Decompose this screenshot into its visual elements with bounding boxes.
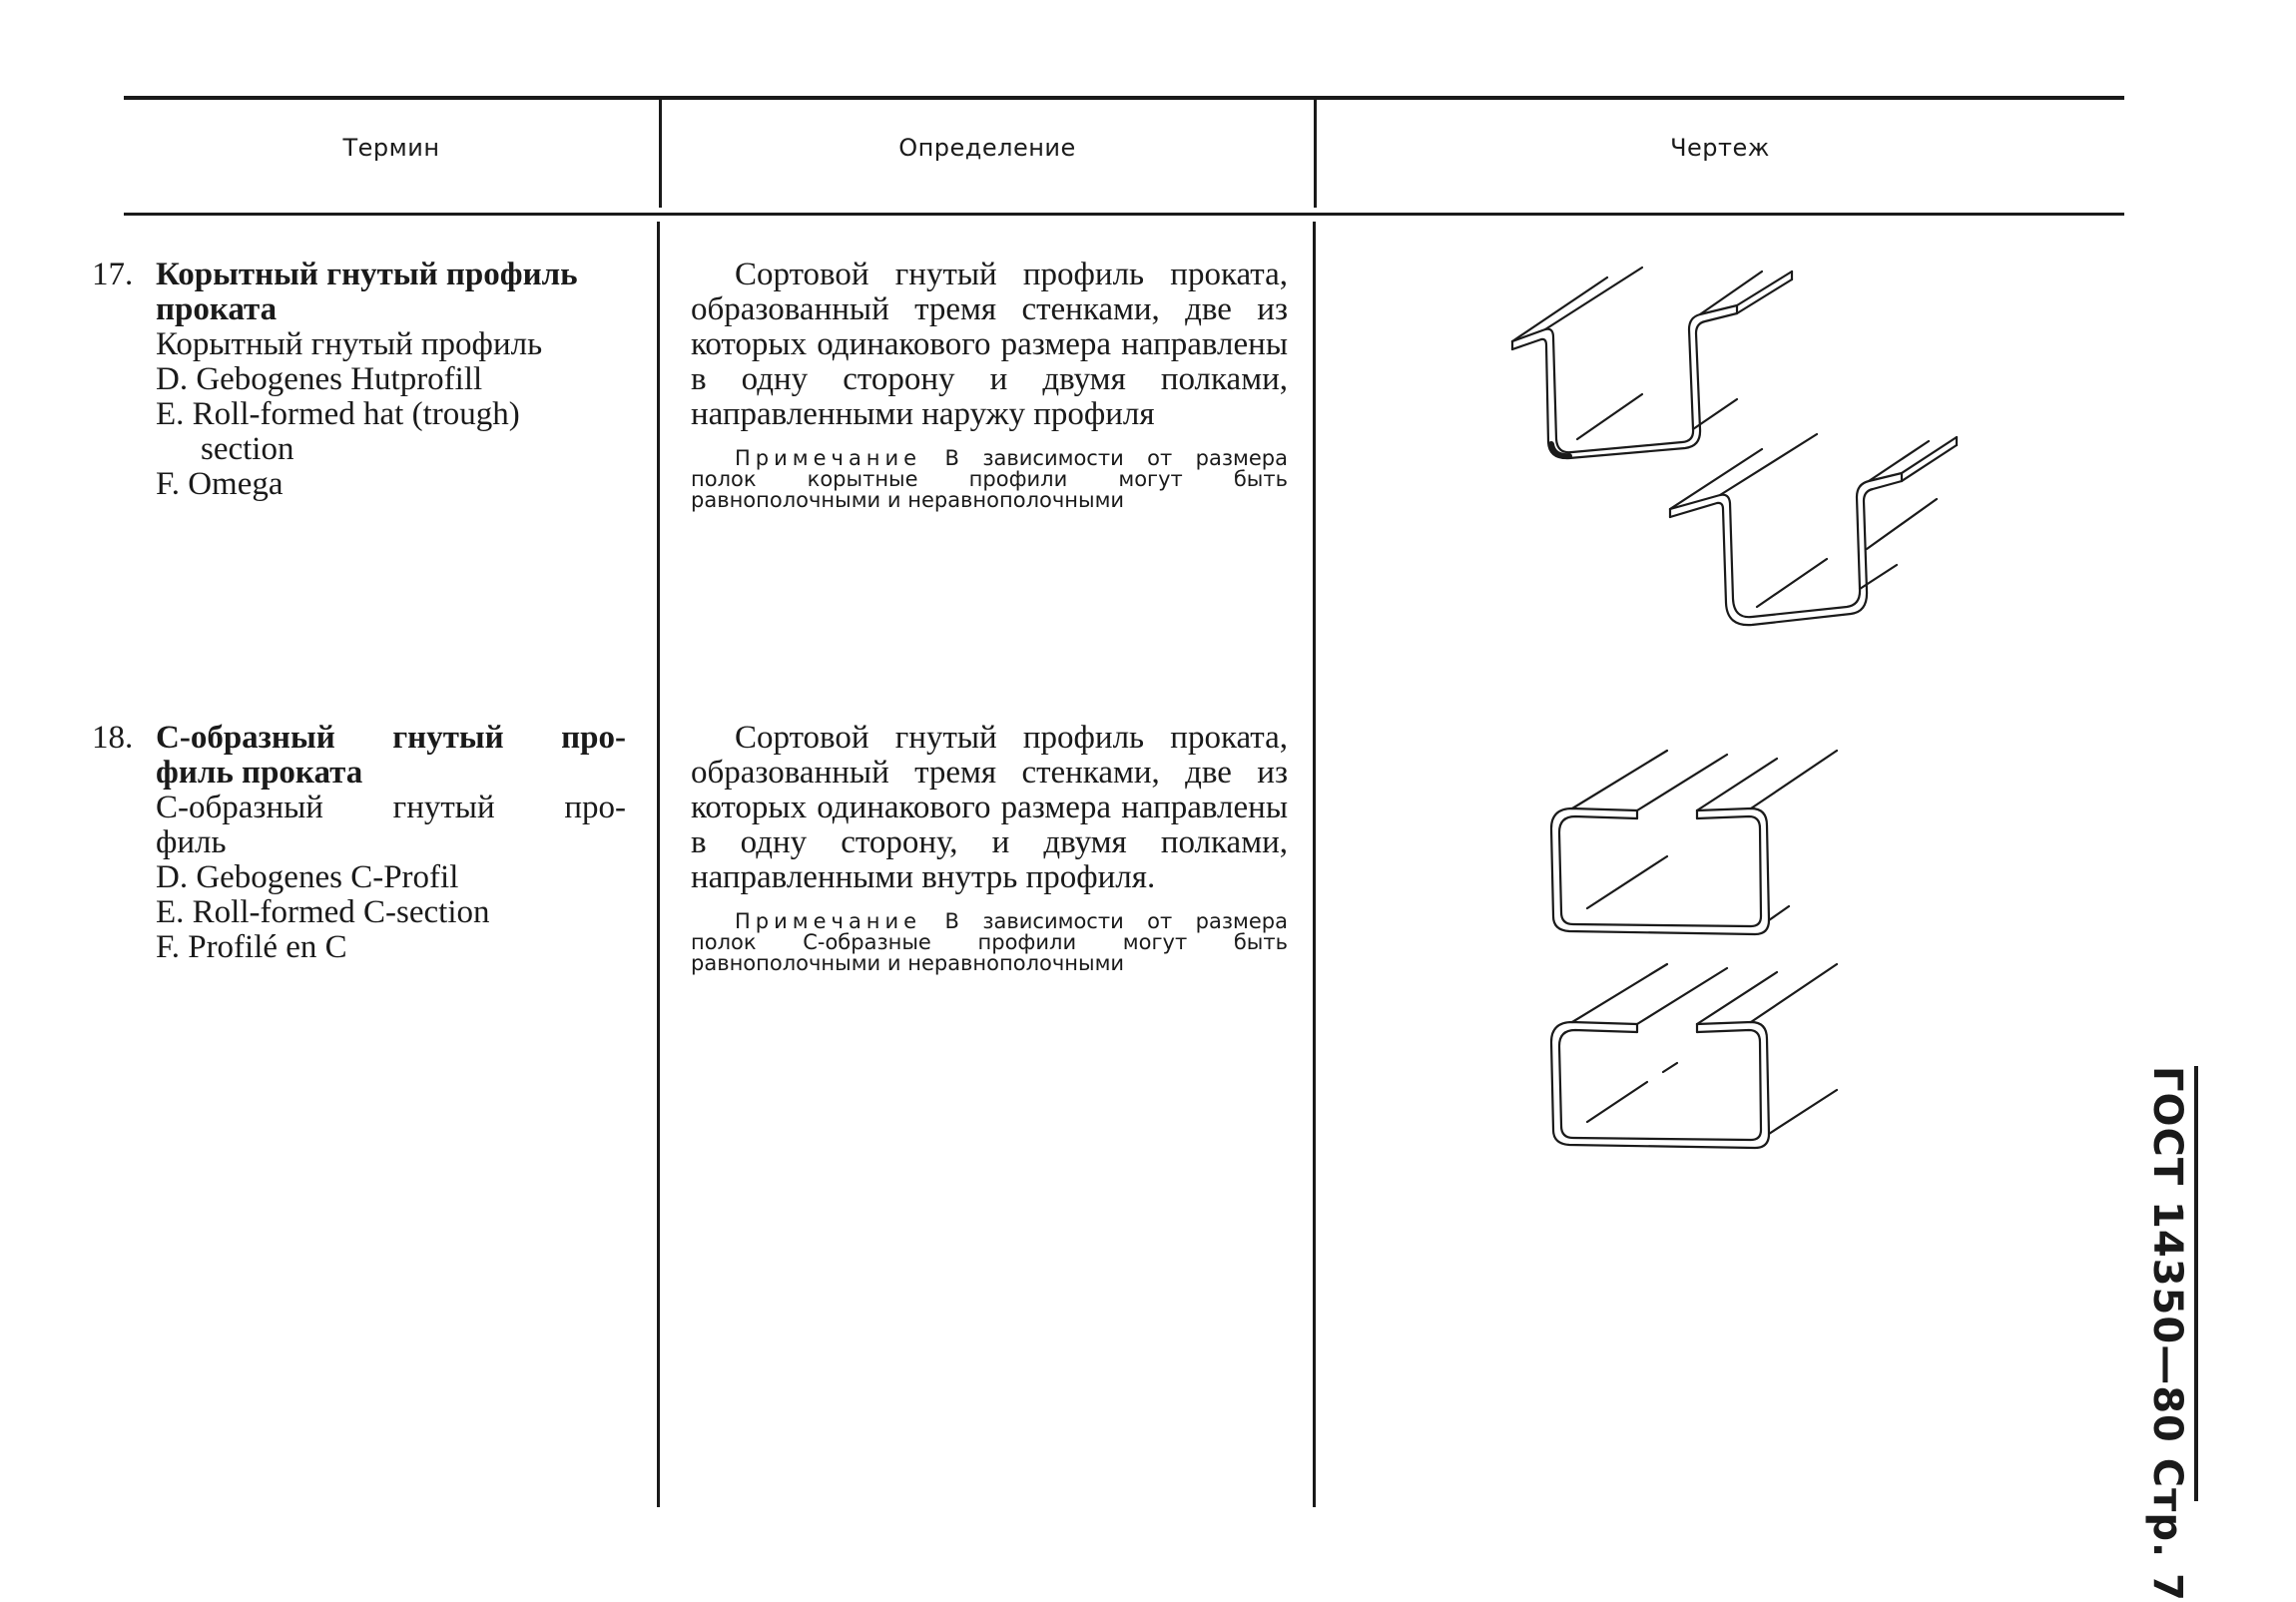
term-title-line-2: филь проката [156,755,363,791]
definition-note [691,448,1288,511]
term-short-form-cont: филь [156,824,227,860]
term-title-line-1: С-образный гнутый про- [156,720,626,756]
term-short-form: Корытный гнутый профиль [156,326,543,362]
column-header-term: Термин [342,134,440,162]
term-english-cont: section [201,431,294,467]
definition-17 [691,258,1288,511]
standard-page-label: ГОСТ 14350—80 Стр. 7 [2144,1066,2190,1602]
column-divider-1 [657,222,660,1507]
term-number: 17. [92,257,134,292]
note-label: Примечание [735,446,922,470]
term-english: E. Roll-formed C-section [156,894,490,930]
running-head-rule [2194,1066,2198,1501]
column-divider-2 [1313,222,1316,1507]
term-18 [92,721,626,965]
term-french: F. Omega [156,466,284,502]
term-german: D. Gebogenes Hutprofill [156,361,483,397]
note-text: В зависимости от размера полок корытные профили могут быть равнополочными и неравнополочными [691,446,1288,512]
term-german: D. Gebogenes C-Profil [156,859,459,895]
definition-text: Сортовой гнутый профиль проката, образованный тремя стенками, две из которых одинакового размера направлены в одну сторону, и двумя полками, направленными внутрь профиля. [691,720,1288,895]
table-header-rule [124,213,2124,216]
term-title-line-2: проката [156,291,278,327]
term-title-line-1: Корытный гнутый профиль [156,257,578,292]
c-profile-drawing [1527,729,1907,1168]
table-top-rule [124,96,2124,100]
definition-text: Сортовой гнутый профиль проката, образованный тремя стенками, две из которых одинакового размера направлены в одну сторону и двумя полками, направленными наружу профиля [691,257,1288,432]
definition-18 [691,721,1288,974]
definition-note [691,911,1288,974]
column-header-drawing: Чертеж [1670,134,1770,162]
note-text: В зависимости от размера полок С-образные профили могут быть равнополочными и неравнополочными [691,909,1288,975]
column-header-definition: Определение [898,134,1076,162]
term-french: F. Profilé en C [156,929,347,965]
hat-profile-drawing [1497,260,1977,639]
note-label: Примечание [735,909,922,933]
term-short-form: С-образный гнутый про- [156,790,626,825]
term-english: E. Roll-formed hat (trough) [156,396,520,432]
running-head [2144,1066,2200,1602]
term-number: 18. [92,720,134,756]
term-17 [92,258,626,502]
